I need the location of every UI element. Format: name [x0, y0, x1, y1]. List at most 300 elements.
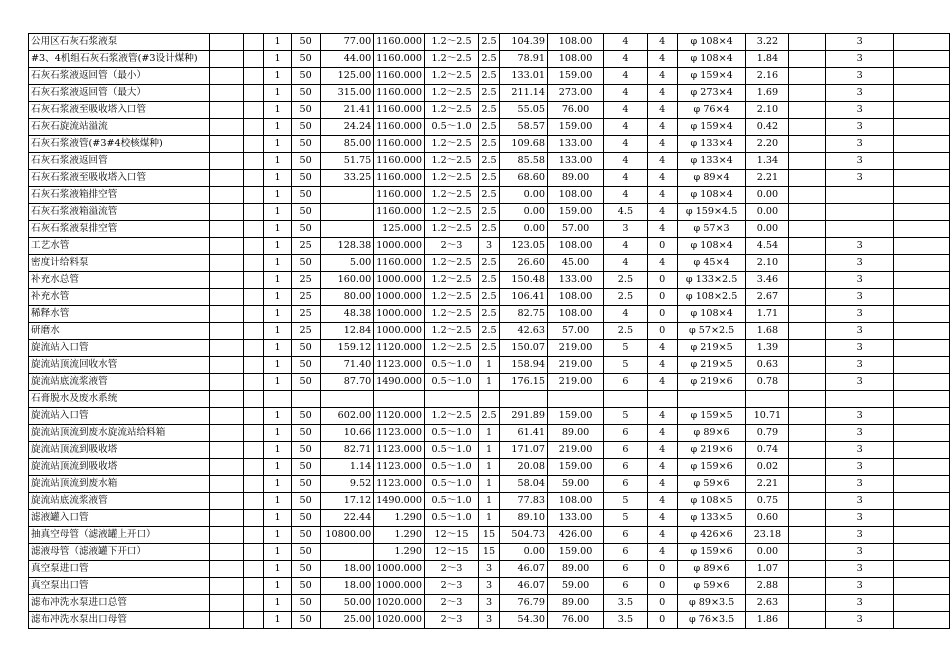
table-cell [894, 374, 950, 391]
table-cell [320, 187, 374, 204]
pipe-calculation-table [28, 33, 950, 629]
table-cell: 1000.000 [374, 238, 425, 255]
table-cell [894, 289, 950, 306]
table-cell [789, 136, 826, 153]
table-cell: 1123.000 [374, 476, 425, 493]
table-cell: 1.34 [746, 153, 789, 170]
table-cell: 76.00 [547, 612, 603, 629]
table-cell: 1 [264, 187, 291, 204]
table-cell: 4 [647, 544, 677, 561]
table-cell [374, 391, 425, 408]
table-cell [210, 204, 244, 221]
table-cell [894, 527, 950, 544]
table-cell: 89.00 [547, 425, 603, 442]
table-cell [789, 510, 826, 527]
table-cell: 1.71 [746, 306, 789, 323]
table-cell: 219.00 [547, 340, 603, 357]
pipe-name-cell: 石灰石浆液返回管（最小） [29, 68, 210, 85]
table-cell: 44.00 [320, 51, 374, 68]
table-cell [210, 289, 244, 306]
table-cell: 1.07 [746, 561, 789, 578]
table-cell: 159.00 [547, 459, 603, 476]
table-cell: 4 [647, 340, 677, 357]
table-cell: 1160.000 [374, 255, 425, 272]
table-cell: 109.68 [499, 136, 547, 153]
table-cell: 2.5 [479, 68, 500, 85]
table-cell: 4 [604, 238, 648, 255]
table-cell: 0.00 [746, 221, 789, 238]
table-cell [210, 340, 244, 357]
table-cell: 1160.000 [374, 187, 425, 204]
table-row [29, 357, 950, 374]
table-cell [244, 442, 264, 459]
table-cell: 78.91 [499, 51, 547, 68]
table-cell [894, 425, 950, 442]
table-cell: 54.30 [499, 612, 547, 629]
table-cell [210, 510, 244, 527]
table-cell: 0 [647, 612, 677, 629]
table-cell [547, 391, 603, 408]
table-cell [210, 68, 244, 85]
table-row [29, 442, 950, 459]
table-cell: 1.290 [374, 527, 425, 544]
table-cell: 4 [647, 510, 677, 527]
table-cell: 0 [647, 578, 677, 595]
table-cell: 4 [604, 306, 648, 323]
table-cell: 1.2～2.5 [424, 85, 478, 102]
table-cell [647, 391, 677, 408]
table-cell: 1 [264, 272, 291, 289]
table-cell [244, 136, 264, 153]
table-cell [264, 391, 291, 408]
table-cell: φ 108×4 [677, 187, 746, 204]
table-cell: 1000.000 [374, 306, 425, 323]
table-cell: 5 [604, 340, 648, 357]
table-cell [210, 527, 244, 544]
table-cell [789, 119, 826, 136]
table-cell: 5 [604, 510, 648, 527]
table-cell: 3 [826, 136, 894, 153]
table-cell [789, 238, 826, 255]
table-cell: 50 [291, 425, 320, 442]
table-cell [244, 34, 264, 51]
table-cell: φ 133×4 [677, 136, 746, 153]
table-cell: 4 [604, 34, 648, 51]
table-cell: φ 57×3 [677, 221, 746, 238]
table-cell: 17.12 [320, 493, 374, 510]
table-cell [894, 391, 950, 408]
table-cell: 4 [647, 204, 677, 221]
table-cell: 0.60 [746, 510, 789, 527]
table-cell [244, 85, 264, 102]
table-row [29, 221, 950, 238]
table-cell: φ 159×5 [677, 408, 746, 425]
table-cell: 4 [647, 527, 677, 544]
table-cell: φ 108×4 [677, 238, 746, 255]
table-cell: 68.60 [499, 170, 547, 187]
table-cell [789, 272, 826, 289]
table-cell: 108.00 [547, 187, 603, 204]
table-cell: 2～3 [424, 595, 478, 612]
table-cell [210, 51, 244, 68]
table-cell: 1 [264, 493, 291, 510]
table-row [29, 272, 950, 289]
table-cell: 12.84 [320, 323, 374, 340]
table-row [29, 204, 950, 221]
table-cell [894, 493, 950, 510]
table-cell: 50 [291, 153, 320, 170]
table-cell: 3 [826, 68, 894, 85]
table-cell: 50 [291, 476, 320, 493]
table-cell: 1.2～2.5 [424, 255, 478, 272]
table-cell [826, 221, 894, 238]
pipe-name-cell: 补充水总管 [29, 272, 210, 289]
table-cell: 89.00 [547, 595, 603, 612]
table-cell: 159.00 [547, 204, 603, 221]
table-cell [894, 51, 950, 68]
table-cell: 5 [604, 357, 648, 374]
table-cell: 0.00 [746, 544, 789, 561]
table-cell [244, 459, 264, 476]
table-cell [210, 136, 244, 153]
table-cell: 1 [264, 102, 291, 119]
table-cell: 4 [604, 119, 648, 136]
table-cell: 76.00 [547, 102, 603, 119]
table-cell [826, 391, 894, 408]
pipe-name-cell: 研磨水 [29, 323, 210, 340]
table-cell: 125.00 [320, 68, 374, 85]
table-cell [244, 425, 264, 442]
table-cell: 2.67 [746, 289, 789, 306]
table-cell: 1 [264, 561, 291, 578]
table-cell: φ 76×3.5 [677, 612, 746, 629]
table-cell: 2.5 [479, 187, 500, 204]
table-cell: 0 [647, 238, 677, 255]
table-cell [789, 187, 826, 204]
table-cell: 4 [647, 442, 677, 459]
table-row [29, 612, 950, 629]
table-cell: φ 219×5 [677, 340, 746, 357]
table-cell: 4 [647, 153, 677, 170]
table-cell: 50 [291, 187, 320, 204]
table-cell: φ 89×4 [677, 170, 746, 187]
table-cell: 61.41 [499, 425, 547, 442]
table-cell: 2～3 [424, 578, 478, 595]
table-cell: 2.5 [479, 221, 500, 238]
table-cell: 291.89 [499, 408, 547, 425]
table-cell: φ 133×2.5 [677, 272, 746, 289]
table-cell: 108.00 [547, 306, 603, 323]
table-cell: 1 [264, 323, 291, 340]
table-cell: 26.60 [499, 255, 547, 272]
table-cell [894, 170, 950, 187]
table-row [29, 476, 950, 493]
table-cell: 108.00 [547, 493, 603, 510]
table-cell: 3 [826, 119, 894, 136]
table-cell: 89.00 [547, 170, 603, 187]
table-cell: 1160.000 [374, 34, 425, 51]
table-cell: 1 [264, 34, 291, 51]
table-cell: 3 [826, 595, 894, 612]
table-cell [320, 391, 374, 408]
table-cell: 50 [291, 612, 320, 629]
table-cell [244, 527, 264, 544]
table-cell [210, 476, 244, 493]
table-cell [424, 391, 478, 408]
table-cell: 51.75 [320, 153, 374, 170]
table-cell: 50 [291, 85, 320, 102]
table-cell: 1.68 [746, 323, 789, 340]
table-cell [894, 459, 950, 476]
table-row [29, 153, 950, 170]
table-cell: 1.2～2.5 [424, 34, 478, 51]
table-cell: 1.39 [746, 340, 789, 357]
table-cell: 3.46 [746, 272, 789, 289]
table-cell: 4 [647, 374, 677, 391]
table-cell: 1.14 [320, 459, 374, 476]
table-cell: 128.38 [320, 238, 374, 255]
table-cell [894, 306, 950, 323]
table-cell [210, 561, 244, 578]
table-cell: 3.22 [746, 34, 789, 51]
table-cell [244, 221, 264, 238]
table-cell [894, 544, 950, 561]
table-cell: 80.00 [320, 289, 374, 306]
table-cell: 1.2～2.5 [424, 68, 478, 85]
table-cell: 3 [826, 170, 894, 187]
table-cell: 4 [647, 68, 677, 85]
table-cell: 48.38 [320, 306, 374, 323]
table-cell: 0.63 [746, 357, 789, 374]
table-cell: 3 [826, 272, 894, 289]
table-cell: 4 [647, 34, 677, 51]
pipe-name-cell: 旋流站底流浆液管 [29, 374, 210, 391]
table-cell: 4 [647, 476, 677, 493]
table-cell [244, 153, 264, 170]
table-cell: 77.00 [320, 34, 374, 51]
table-cell: 6 [604, 476, 648, 493]
table-cell: 57.00 [547, 323, 603, 340]
table-cell: 50 [291, 408, 320, 425]
table-cell: 1 [264, 221, 291, 238]
table-cell: 4 [647, 119, 677, 136]
table-cell: 0.75 [746, 493, 789, 510]
table-cell: 6 [604, 374, 648, 391]
table-cell [789, 221, 826, 238]
table-cell: 1160.000 [374, 102, 425, 119]
table-cell: 25 [291, 289, 320, 306]
table-cell: 1120.000 [374, 340, 425, 357]
table-cell [320, 544, 374, 561]
table-cell: 2～3 [424, 238, 478, 255]
table-cell: 1160.000 [374, 153, 425, 170]
table-cell: 58.04 [499, 476, 547, 493]
table-cell [789, 102, 826, 119]
table-row [29, 459, 950, 476]
table-cell: 2.20 [746, 136, 789, 153]
table-cell [210, 578, 244, 595]
table-cell: 3 [479, 561, 500, 578]
table-cell: 1.2～2.5 [424, 306, 478, 323]
pipe-name-cell: 滤液罐入口管 [29, 510, 210, 527]
table-cell: 6 [604, 544, 648, 561]
table-cell [244, 255, 264, 272]
table-cell: 133.00 [547, 510, 603, 527]
table-cell: 3 [826, 493, 894, 510]
table-cell [746, 391, 789, 408]
table-cell: 3 [826, 255, 894, 272]
table-cell: 4 [647, 102, 677, 119]
table-cell: 3.5 [604, 612, 648, 629]
pipe-name-cell: 旋流站顶流到废水箱 [29, 476, 210, 493]
table-cell: 2.88 [746, 578, 789, 595]
table-cell: 1.2～2.5 [424, 323, 478, 340]
table-cell: 50.00 [320, 595, 374, 612]
table-cell [244, 187, 264, 204]
table-cell: 9.52 [320, 476, 374, 493]
table-cell: 1.2～2.5 [424, 102, 478, 119]
table-cell: 3 [826, 357, 894, 374]
table-cell: 2～3 [424, 612, 478, 629]
table-cell: 50 [291, 442, 320, 459]
table-cell: 1.86 [746, 612, 789, 629]
pipe-name-cell: 旋流站顶流到废水旋流站给料箱 [29, 425, 210, 442]
table-cell: 4 [647, 187, 677, 204]
table-cell: 1.2～2.5 [424, 51, 478, 68]
table-cell [789, 459, 826, 476]
table-cell: 0.5～1.0 [424, 425, 478, 442]
table-cell: 1 [264, 408, 291, 425]
table-cell: 0.5～1.0 [424, 476, 478, 493]
table-cell: 219.00 [547, 374, 603, 391]
pipe-name-cell: 真空泵进口管 [29, 561, 210, 578]
table-row [29, 85, 950, 102]
table-cell [210, 238, 244, 255]
table-row [29, 544, 950, 561]
pipe-name-cell: 石灰石浆液箱溢流管 [29, 204, 210, 221]
table-cell [894, 340, 950, 357]
table-cell: φ 59×6 [677, 578, 746, 595]
table-cell: 1.2～2.5 [424, 221, 478, 238]
table-cell: 82.75 [499, 306, 547, 323]
table-cell: 2.5 [479, 408, 500, 425]
table-cell [789, 544, 826, 561]
table-cell: 3 [826, 374, 894, 391]
table-cell: 4 [604, 136, 648, 153]
pipe-name-cell: 石灰石旋流站溢流 [29, 119, 210, 136]
table-cell: 25 [291, 306, 320, 323]
table-cell: 1 [479, 425, 500, 442]
table-cell: 1000.000 [374, 578, 425, 595]
table-cell: 50 [291, 119, 320, 136]
table-cell [210, 221, 244, 238]
table-cell: 2.21 [746, 476, 789, 493]
table-cell: 24.24 [320, 119, 374, 136]
table-cell: 1490.000 [374, 493, 425, 510]
table-row [29, 425, 950, 442]
table-cell: 1.69 [746, 85, 789, 102]
table-cell: 1 [479, 374, 500, 391]
table-cell: 50 [291, 170, 320, 187]
table-cell: 1 [264, 527, 291, 544]
table-cell [894, 595, 950, 612]
table-cell: 50 [291, 255, 320, 272]
table-cell: 1020.000 [374, 612, 425, 629]
table-row [29, 170, 950, 187]
table-cell: 1 [264, 425, 291, 442]
table-cell [826, 204, 894, 221]
table-row [29, 493, 950, 510]
table-cell: 426.00 [547, 527, 603, 544]
table-cell: φ 89×6 [677, 425, 746, 442]
table-cell: 18.00 [320, 578, 374, 595]
table-cell: 176.15 [499, 374, 547, 391]
table-cell [244, 289, 264, 306]
table-cell [789, 612, 826, 629]
table-cell [789, 408, 826, 425]
table-cell: 1160.000 [374, 204, 425, 221]
table-cell: 3.5 [604, 595, 648, 612]
table-cell: 50 [291, 510, 320, 527]
table-cell [789, 357, 826, 374]
table-cell: 4 [604, 102, 648, 119]
table-cell: φ 108×4 [677, 51, 746, 68]
table-row [29, 561, 950, 578]
table-cell: 20.08 [499, 459, 547, 476]
table-cell: 106.41 [499, 289, 547, 306]
table-row [29, 340, 950, 357]
table-cell [894, 510, 950, 527]
table-cell [210, 493, 244, 510]
table-cell: 108.00 [547, 238, 603, 255]
table-cell: 4.54 [746, 238, 789, 255]
table-cell: 1 [479, 459, 500, 476]
table-cell: 0 [647, 272, 677, 289]
table-cell: 50 [291, 357, 320, 374]
table-cell: 77.83 [499, 493, 547, 510]
table-cell [789, 374, 826, 391]
table-cell: 3 [826, 408, 894, 425]
table-cell: 1.84 [746, 51, 789, 68]
table-cell [789, 68, 826, 85]
table-cell: 1 [264, 357, 291, 374]
table-cell [789, 391, 826, 408]
table-cell: φ 76×4 [677, 102, 746, 119]
table-cell: 59.00 [547, 578, 603, 595]
table-cell: 2.5 [479, 323, 500, 340]
table-cell [291, 391, 320, 408]
table-cell: 1160.000 [374, 85, 425, 102]
table-cell: 1 [264, 289, 291, 306]
table-cell [210, 34, 244, 51]
table-cell [244, 340, 264, 357]
table-cell: 1490.000 [374, 374, 425, 391]
table-cell: 3 [826, 85, 894, 102]
pipe-name-cell: 工艺水管 [29, 238, 210, 255]
table-cell: 0.00 [499, 204, 547, 221]
table-cell: 23.18 [746, 527, 789, 544]
table-cell: 1.2～2.5 [424, 153, 478, 170]
table-cell: 1020.000 [374, 595, 425, 612]
table-cell: 50 [291, 102, 320, 119]
table-cell: 1 [264, 459, 291, 476]
pipe-name-cell: 旋流站入口管 [29, 340, 210, 357]
table-cell: 1 [264, 51, 291, 68]
pipe-name-cell: 稀释水管 [29, 306, 210, 323]
table-cell: 3 [826, 561, 894, 578]
table-cell: 1.2～2.5 [424, 170, 478, 187]
table-cell: 6 [604, 459, 648, 476]
